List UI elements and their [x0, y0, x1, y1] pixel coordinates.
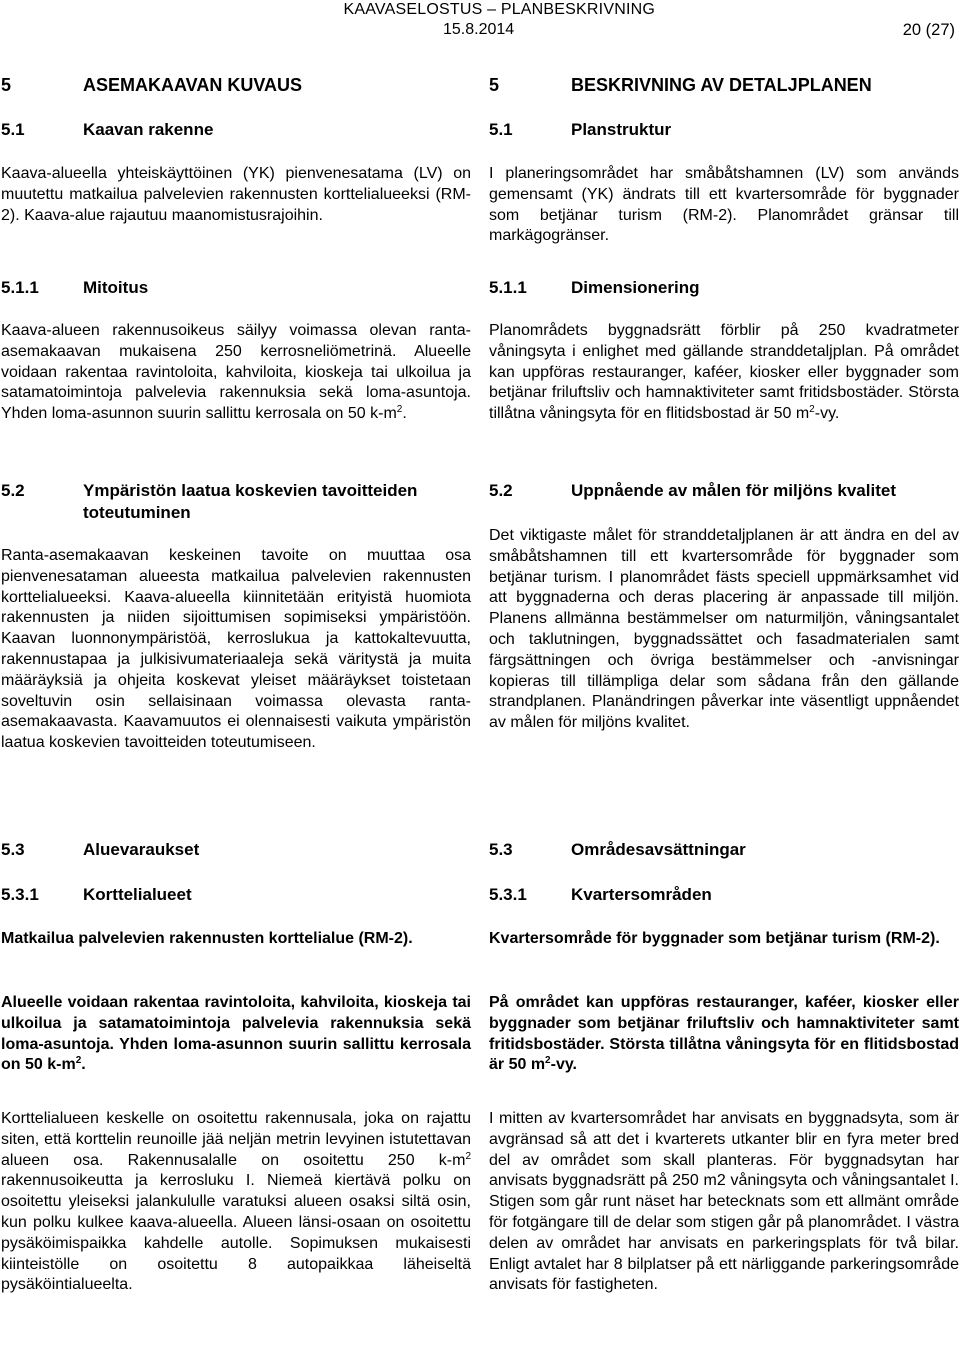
section-heading-5-3: 5.3 Områdesavsättningar	[489, 840, 746, 859]
paragraph-5-2: Det viktigaste målet för stranddetaljplanen är att ändra en del av småbåtshamnen till ett kvartersområde för byggnader som betjänar turism. I planområdet fästs speciell uppmärksamhet vid att byggnaderna och deras placering är anpassade till miljön. Planens allmänna bestämmelser om naturmiljön, våningsantalet och taklutningen, byggnadssättet och fasadmaterialen samt färgsättningen och övriga bestämmelser och -anvisningar kopieras till tillämpliga delar som sådana från den gällande strandplanen. Planändringen påverkar inte väsentligt uppnåendet av målen för miljöns kvalitet.	[489, 527, 959, 732]
paragraph-5-1-1: Kaava-alueen rakennusoikeus säilyy voimassa olevan ranta-asemakaavan mukaisena 250 kerrosneliömetrinä. Alueelle voidaan rakentaa ravintoloita, kahviloita, kioskeja tai ulkoilua ja satamatoimintoja palvelevia rakennuksia sekä loma-asuntoja. Yhden loma-asunnon suurin sallittu kerrosala on 50 $k-m^2$.	[1, 322, 471, 423]
section-heading-5-3-1: 5.3.1 Kvartersområden	[489, 885, 712, 904]
section-heading-5-2: 5.2 Ympäristön laatua koskevien tavoitteiden toteutuminen	[1, 481, 418, 522]
document-date: 15.8.2014	[443, 21, 515, 38]
page-header	[0, 0, 960, 46]
section-heading-5: 5 ASEMAKAAVAN KUVAUS	[1, 75, 303, 95]
section-heading-5-1-1: 5.1.1 Dimensionering	[489, 278, 700, 297]
bold-paragraph-regulation: På området kan uppföras restauranger, kaféer, kiosker eller byggnader som betjänar friluftsliv och hamnaktiviteter samt fritidsbostäder. Största tillåtna våningsyta för en flitidsbostad är 50 $m^2-vy$.	[489, 994, 959, 1074]
paragraph-5-1-1: Planområdets byggnadsrätt förblir på 250 kvadratmeter våningsyta i enlighet med gällande stranddetaljplan. På området kan uppföras restauranger, kaféer, kiosker eller byggnader som betjänar friluftsliv och hamnaktiviteter samt fritidsbostäder. Största tillåtna våningsyta för en flitidsbostad är 50 $m^2-vy$.	[489, 322, 959, 423]
bold-paragraph-block-type: Matkailua palvelevien rakennusten korttelialue (RM-2).	[1, 930, 413, 947]
paragraph-5-3-1: Korttelialueen keskelle on osoitettu rakennusala, joka on rajattu siten, että korttelin reunoille jää neljän metrin levyinen istutettavan alueen osa. Rakennusalalle on osoitettu 250 $k-m^2$ rakennusoikeutta ja kerrosluku I. Niemeä kiertävä polku on osoitettu yleiseksi jalankululle varatuksi alueen osaksi siltä osin, kun polku kulkee kaava-alueella. Alueen länsi-osaan on osoitettu pysäköimispaikka kahdelle autolle. Sopimuksen mukaisesti kiinteistölle on osoitettu 8 autopaikkaa läheiseltä pysäköintialueelta.	[1, 1110, 471, 1294]
document-title: KAAVASELOSTUS – PLANBESKRIVNING	[343, 1, 655, 18]
section-heading-5-1-1: 5.1.1 Mitoitus	[1, 278, 149, 297]
paragraph-5-3-1: I mitten av kvartersområdet har anvisats en byggnadsyta, som är avgränsad så att det i kvarterets utkanter blir en fyra meter bred del av området som skall planteras. För byggnadsytan har anvisats byggnadsrätt på 250 m2 våningsyta och våningsantalet I. Stigen som går runt näset har betecknats som ett allmänt område för fotgängare till de delar som stigen går på planområdet. I västra delen av området har anvisats en parkeringsplats för två bilar. Enligt avtalet har 8 bilplatser på ett närliggande parkeringsområde anvisats för fastigheten.	[489, 1110, 959, 1294]
section-heading-5-3: 5.3 Aluevaraukset	[1, 840, 200, 859]
bold-paragraph-regulation: Alueelle voidaan rakentaa ravintoloita, kahviloita, kioskeja tai ulkoilua ja satamatoimintoja palvelevia rakennuksia sekä loma-asuntoja. Yhden loma-asunnon suurin sallittu kerrosala on 50 $k-m^2$.	[1, 994, 471, 1074]
section-heading-5: 5 BESKRIVNING AV DETALJPLANEN	[489, 75, 872, 95]
page-number: 20 (27)	[902, 21, 955, 39]
section-heading-5-1: 5.1 Planstruktur	[489, 120, 672, 139]
bold-paragraph-block-type: Kvartersområde för byggnader som betjänar turism (RM-2).	[489, 930, 940, 947]
section-heading-5-2: 5.2 Uppnående av målen för miljöns kvalitet	[489, 481, 896, 500]
paragraph-5-2: Ranta-asemakaavan keskeinen tavoite on muuttaa osa pienvenesataman alueesta matkailua palvelevien rakennusten korttelialueeksi. Kaava-alueella kiinnitetään erityistä huomiota rakennusten ja niiden sijoittumisen sopimiseksi ympäristöön. Kaavan luonnonympäristöä, kerroslukua ja kattokaltevuutta, rakennustapaa ja julkisivumateriaaleja sekä väritystä ja muita määräyksiä ja ohjeita koskevat yleiset määräykset toistetaan soveltuvin osin sellaisinaan voimassa olevasta ranta-asemakaavasta. Kaavamuutos ei olennaisesti vaikuta ympäristön laatua koskevien tavoitteiden toteutumiseen.	[1, 547, 471, 752]
section-heading-5-1: 5.1 Kaavan rakenne	[1, 120, 214, 139]
paragraph-5-1: I planeringsområdet har småbåtshamnen (LV) som används gemensamt (YK) ändrats till ett kvartersområde för byggnader som betjänar turism (RM-2). Planområdet gränsar till markägogränser.	[489, 165, 959, 245]
paragraph-5-1: Kaava-alueella yhteiskäyttöinen (YK) pienvenesatama (LV) on muutettu matkailua palvelevien rakennusten korttelialueeksi (RM-2). Kaava-alue rajautuu maanomistusrajoihin.	[1, 165, 471, 224]
section-heading-5-3-1: 5.3.1 Korttelialueet	[1, 885, 192, 904]
